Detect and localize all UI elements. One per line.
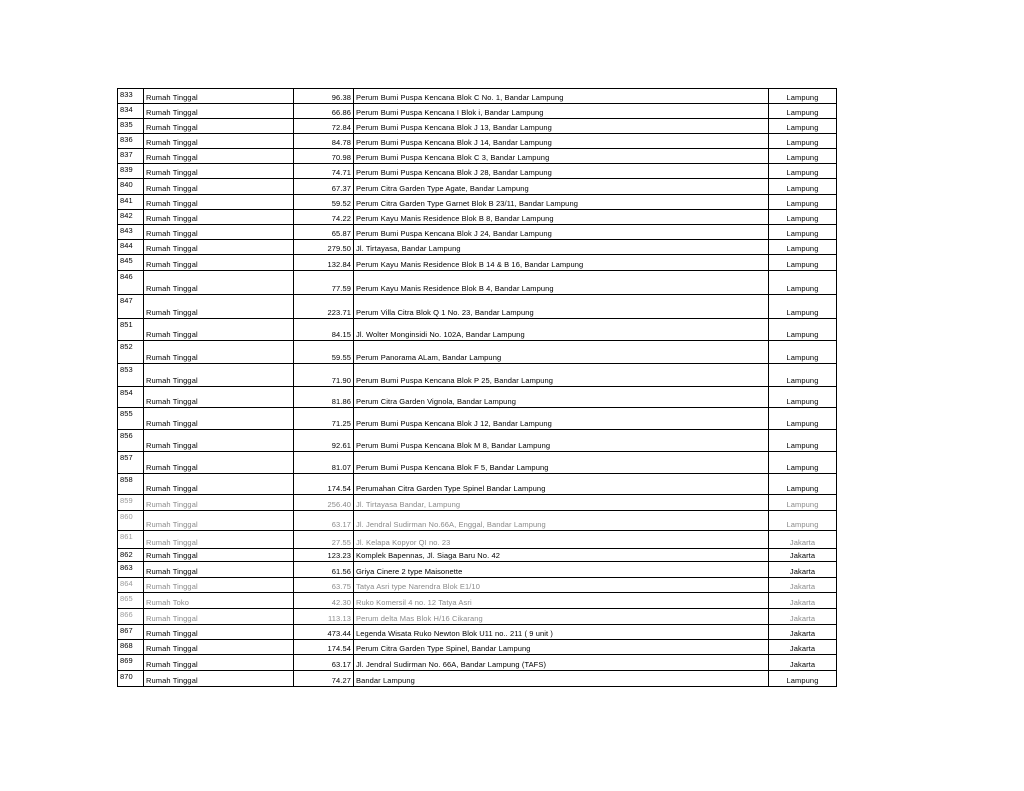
property-type: Rumah Tinggal: [144, 255, 294, 271]
table-row: [118, 511, 837, 531]
property-area: 256.40: [294, 495, 354, 511]
property-type: Rumah Tinggal: [144, 319, 294, 341]
property-area: 66.86: [294, 104, 354, 119]
property-address: Perum Citra Garden Type Spinel, Bandar Lampung: [354, 640, 769, 655]
row-number: 868: [118, 640, 144, 655]
property-city: Lampung: [769, 341, 837, 364]
property-type: Rumah Tinggal: [144, 364, 294, 387]
table-row: [118, 164, 837, 179]
table-row: [118, 452, 837, 474]
property-city: Lampung: [769, 474, 837, 495]
property-city: Lampung: [769, 149, 837, 164]
property-address: Perum Bumi Puspa Kencana Blok M 8, Bandar Lampung: [354, 430, 769, 452]
table-row: [118, 271, 837, 295]
property-address: Griya Cinere 2 type Maisonette: [354, 562, 769, 578]
row-number: 863: [118, 562, 144, 578]
table-row: [118, 104, 837, 119]
property-address: Ruko Komersil 4 no. 12 Tatya Asri: [354, 593, 769, 609]
property-city: Lampung: [769, 210, 837, 225]
property-address: Perum Bumi Puspa Kencana Blok J 14, Bandar Lampung: [354, 134, 769, 149]
table-row: [118, 531, 837, 549]
property-city: Lampung: [769, 104, 837, 119]
property-area: 27.55: [294, 531, 354, 549]
property-area: 92.61: [294, 430, 354, 452]
property-type: Rumah Tinggal: [144, 89, 294, 104]
row-number: 840: [118, 179, 144, 195]
row-number: 859: [118, 495, 144, 511]
table-row: [118, 593, 837, 609]
row-number: 845: [118, 255, 144, 271]
table-row: [118, 562, 837, 578]
property-city: Jakarta: [769, 609, 837, 625]
property-type: Rumah Tinggal: [144, 495, 294, 511]
property-city: Lampung: [769, 225, 837, 240]
property-table: [117, 88, 837, 687]
property-area: 223.71: [294, 295, 354, 319]
table-row: [118, 341, 837, 364]
table-row: [118, 364, 837, 387]
row-number: 853: [118, 364, 144, 387]
table-row: [118, 89, 837, 104]
property-type: Rumah Tinggal: [144, 341, 294, 364]
property-area: 84.78: [294, 134, 354, 149]
table-row: [118, 195, 837, 210]
table-row: [118, 640, 837, 655]
property-type: Rumah Tinggal: [144, 640, 294, 655]
property-city: Lampung: [769, 119, 837, 134]
property-city: Lampung: [769, 387, 837, 408]
table-row: [118, 295, 837, 319]
property-type: Rumah Tinggal: [144, 134, 294, 149]
row-number: 847: [118, 295, 144, 319]
property-type: Rumah Tinggal: [144, 531, 294, 549]
row-number: 843: [118, 225, 144, 240]
table-row: [118, 210, 837, 225]
row-number: 836: [118, 134, 144, 149]
property-city: Lampung: [769, 89, 837, 104]
property-city: Lampung: [769, 240, 837, 255]
row-number: 839: [118, 164, 144, 179]
property-area: 132.84: [294, 255, 354, 271]
property-address: Jl. Wolter Monginsidi No. 102A, Bandar Lampung: [354, 319, 769, 341]
table-row: [118, 474, 837, 495]
property-type: Rumah Tinggal: [144, 562, 294, 578]
property-type: Rumah Tinggal: [144, 164, 294, 179]
row-number: 870: [118, 671, 144, 687]
row-number: 852: [118, 341, 144, 364]
property-city: Jakarta: [769, 562, 837, 578]
property-city: Lampung: [769, 671, 837, 687]
property-area: 174.54: [294, 640, 354, 655]
property-type: Rumah Tinggal: [144, 225, 294, 240]
property-type: Rumah Tinggal: [144, 104, 294, 119]
property-address: Perum Bumi Puspa Kencana Blok C No. 1, Bandar Lampung: [354, 89, 769, 104]
table-row: [118, 240, 837, 255]
row-number: 860: [118, 511, 144, 531]
property-city: Lampung: [769, 179, 837, 195]
property-city: Lampung: [769, 164, 837, 179]
property-city: Jakarta: [769, 578, 837, 593]
property-type: Rumah Tinggal: [144, 655, 294, 671]
row-number: 846: [118, 271, 144, 295]
property-type: Rumah Tinggal: [144, 452, 294, 474]
property-address: Perum Bumi Puspa Kencana Blok J 24, Bandar Lampung: [354, 225, 769, 240]
row-number: 867: [118, 625, 144, 640]
property-area: 63.17: [294, 655, 354, 671]
property-type: Rumah Tinggal: [144, 549, 294, 562]
property-type: Rumah Tinggal: [144, 474, 294, 495]
property-address: Jl. Tirtayasa, Bandar Lampung: [354, 240, 769, 255]
row-number: 861: [118, 531, 144, 549]
property-area: 84.15: [294, 319, 354, 341]
row-number: 844: [118, 240, 144, 255]
property-city: Lampung: [769, 495, 837, 511]
row-number: 834: [118, 104, 144, 119]
property-area: 113.13: [294, 609, 354, 625]
row-number: 865: [118, 593, 144, 609]
property-city: Jakarta: [769, 531, 837, 549]
property-address: Perum Villa Citra Blok Q 1 No. 23, Bandar Lampung: [354, 295, 769, 319]
property-city: Jakarta: [769, 655, 837, 671]
property-address: Perum Bumi Puspa Kencana Blok J 13, Bandar Lampung: [354, 119, 769, 134]
property-area: 74.27: [294, 671, 354, 687]
table-row: [118, 549, 837, 562]
table-row: [118, 655, 837, 671]
table-row: [118, 609, 837, 625]
property-type: Rumah Tinggal: [144, 511, 294, 531]
property-city: Jakarta: [769, 593, 837, 609]
property-city: Lampung: [769, 452, 837, 474]
property-type: Rumah Tinggal: [144, 609, 294, 625]
row-number: 857: [118, 452, 144, 474]
property-area: 63.75: [294, 578, 354, 593]
property-city: Lampung: [769, 430, 837, 452]
property-area: 81.07: [294, 452, 354, 474]
property-area: 71.25: [294, 408, 354, 430]
row-number: 841: [118, 195, 144, 210]
row-number: 862: [118, 549, 144, 562]
property-area: 96.38: [294, 89, 354, 104]
property-type: Rumah Tinggal: [144, 179, 294, 195]
row-number: 842: [118, 210, 144, 225]
property-area: 59.55: [294, 341, 354, 364]
property-type: Rumah Tinggal: [144, 408, 294, 430]
table-row: [118, 149, 837, 164]
property-address: Perum Kayu Manis Residence Blok B 8, Bandar Lampung: [354, 210, 769, 225]
property-city: Lampung: [769, 195, 837, 210]
property-area: 74.22: [294, 210, 354, 225]
table-row: [118, 387, 837, 408]
property-address: Perum Bumi Puspa Kencana Blok P 25, Bandar Lampung: [354, 364, 769, 387]
property-address: Perum Citra Garden Type Agate, Bandar Lampung: [354, 179, 769, 195]
table-row: [118, 255, 837, 271]
property-area: 61.56: [294, 562, 354, 578]
property-address: Perum Panorama ALam, Bandar Lampung: [354, 341, 769, 364]
property-area: 70.98: [294, 149, 354, 164]
row-number: 835: [118, 119, 144, 134]
property-type: Rumah Tinggal: [144, 625, 294, 640]
table-row: [118, 319, 837, 341]
row-number: 851: [118, 319, 144, 341]
row-number: 854: [118, 387, 144, 408]
property-area: 72.84: [294, 119, 354, 134]
property-address: Jl. Tirtayasa Bandar, Lampung: [354, 495, 769, 511]
property-area: 65.87: [294, 225, 354, 240]
property-address: Tatya Asri type Narendra Blok E1/10: [354, 578, 769, 593]
property-city: Lampung: [769, 408, 837, 430]
property-address: Legenda Wisata Ruko Newton Blok U11 no.. 211 ( 9 unit ): [354, 625, 769, 640]
property-type: Rumah Tinggal: [144, 387, 294, 408]
property-city: Lampung: [769, 319, 837, 341]
property-type: Rumah Tinggal: [144, 210, 294, 225]
table-row: [118, 225, 837, 240]
table-row: [118, 408, 837, 430]
table-row: [118, 671, 837, 687]
property-area: 71.90: [294, 364, 354, 387]
property-area: 67.37: [294, 179, 354, 195]
property-area: 473.44: [294, 625, 354, 640]
property-type: Rumah Tinggal: [144, 271, 294, 295]
property-address: Perum Kayu Manis Residence Blok B 4, Bandar Lampung: [354, 271, 769, 295]
property-type: Rumah Tinggal: [144, 295, 294, 319]
property-city: Lampung: [769, 295, 837, 319]
row-number: 855: [118, 408, 144, 430]
property-area: 74.71: [294, 164, 354, 179]
table-row: [118, 179, 837, 195]
property-city: Jakarta: [769, 625, 837, 640]
property-city: Lampung: [769, 134, 837, 149]
property-city: Jakarta: [769, 640, 837, 655]
property-type: Rumah Tinggal: [144, 240, 294, 255]
property-city: Lampung: [769, 511, 837, 531]
property-type: Rumah Toko: [144, 593, 294, 609]
property-address: Perum Citra Garden Type Garnet Blok B 23/11, Bandar Lampung: [354, 195, 769, 210]
property-area: 279.50: [294, 240, 354, 255]
property-type: Rumah Tinggal: [144, 195, 294, 210]
property-area: 123.23: [294, 549, 354, 562]
property-city: Lampung: [769, 271, 837, 295]
table-row: [118, 578, 837, 593]
property-table-body: [118, 89, 837, 687]
property-type: Rumah Tinggal: [144, 430, 294, 452]
property-address: Perum Citra Garden Vignola, Bandar Lampung: [354, 387, 769, 408]
property-city: Lampung: [769, 364, 837, 387]
property-type: Rumah Tinggal: [144, 671, 294, 687]
property-address: Bandar Lampung: [354, 671, 769, 687]
property-type: Rumah Tinggal: [144, 119, 294, 134]
property-address: Jl. Jendral Sudirman No. 66A, Bandar Lampung (TAFS): [354, 655, 769, 671]
property-type: Rumah Tinggal: [144, 578, 294, 593]
property-address: Perum Bumi Puspa Kencana I Blok i, Bandar Lampung: [354, 104, 769, 119]
property-address: Perum Bumi Puspa Kencana Blok J 12, Bandar Lampung: [354, 408, 769, 430]
row-number: 864: [118, 578, 144, 593]
table-row: [118, 495, 837, 511]
table-row: [118, 119, 837, 134]
property-type: Rumah Tinggal: [144, 149, 294, 164]
property-area: 77.59: [294, 271, 354, 295]
row-number: 837: [118, 149, 144, 164]
row-number: 856: [118, 430, 144, 452]
property-area: 81.86: [294, 387, 354, 408]
property-area: 42.30: [294, 593, 354, 609]
row-number: 833: [118, 89, 144, 104]
table-row: [118, 625, 837, 640]
property-address: Perum Kayu Manis Residence Blok B 14 & B 16, Bandar Lampung: [354, 255, 769, 271]
table-row: [118, 134, 837, 149]
table-row: [118, 430, 837, 452]
row-number: 858: [118, 474, 144, 495]
property-address: Perum delta Mas Blok H/16 Cikarang: [354, 609, 769, 625]
property-address: Jl. Jendral Sudirman No.66A, Enggal, Bandar Lampung: [354, 511, 769, 531]
property-area: 63.17: [294, 511, 354, 531]
property-address: Perumahan Citra Garden Type Spinel Bandar Lampung: [354, 474, 769, 495]
property-address: Perum Bumi Puspa Kencana Blok C 3, Bandar Lampung: [354, 149, 769, 164]
property-address: Jl. Kelapa Kopyor QI no. 23: [354, 531, 769, 549]
row-number: 869: [118, 655, 144, 671]
property-area: 174.54: [294, 474, 354, 495]
property-address: Perum Bumi Puspa Kencana Blok F 5, Bandar Lampung: [354, 452, 769, 474]
property-city: Lampung: [769, 255, 837, 271]
property-address: Komplek Bapennas, Jl. Siaga Baru No. 42: [354, 549, 769, 562]
row-number: 866: [118, 609, 144, 625]
property-address: Perum Bumi Puspa Kencana Blok J 28, Bandar Lampung: [354, 164, 769, 179]
property-area: 59.52: [294, 195, 354, 210]
property-city: Jakarta: [769, 549, 837, 562]
